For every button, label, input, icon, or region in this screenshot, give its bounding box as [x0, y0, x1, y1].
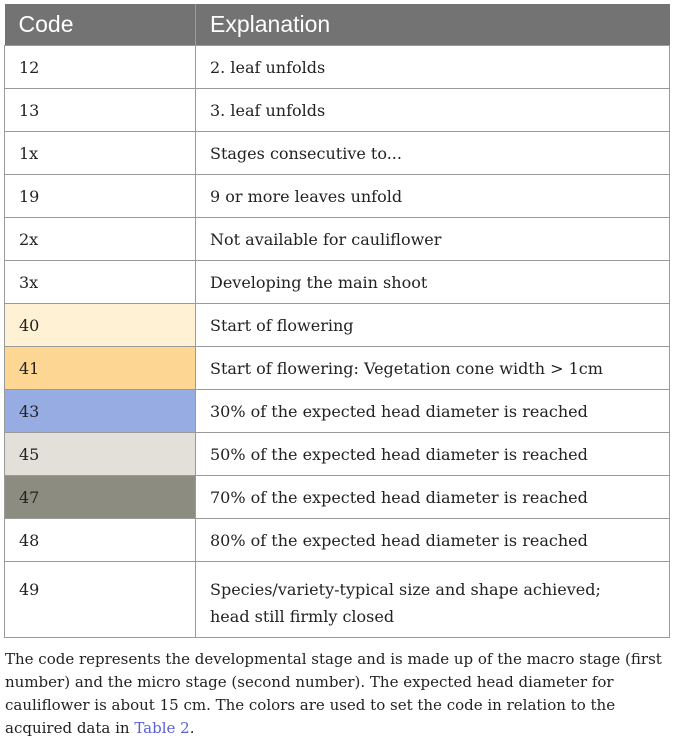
explanation-cell: Stages consecutive to... — [196, 132, 670, 175]
header-explanation: Explanation — [196, 4, 670, 46]
explanation-cell: 80% of the expected head diameter is reached — [196, 519, 670, 562]
table-row — [5, 476, 670, 519]
explanation-cell: Developing the main shoot — [196, 261, 670, 304]
code-text: 49 — [19, 580, 40, 599]
code-cell: 48 — [5, 519, 196, 562]
code-cell: 43 — [5, 390, 196, 433]
table-2-link[interactable]: Table 2 — [134, 719, 190, 737]
table-row — [5, 46, 670, 89]
footnote-text: The code represents the developmental stage and is made up of the macro stage (first number) and the micro stage (second number). The expected head diameter for cauliflower is about 15 cm. The colors are used to set the code in relation to the acquired data in — [5, 650, 662, 737]
table-row — [5, 261, 670, 304]
explanation-cell: 9 or more leaves unfold — [196, 175, 670, 218]
explanation-cell: Start of flowering: Vegetation cone width > 1cm — [196, 347, 670, 390]
code-cell: 3x — [5, 261, 196, 304]
code-cell: 1x — [5, 132, 196, 175]
table-row — [5, 347, 670, 390]
table-row — [5, 175, 670, 218]
code-cell: 12 — [5, 46, 196, 89]
code-cell: 41 — [5, 347, 196, 390]
explanation-line-2: head still firmly closed — [210, 607, 395, 626]
code-cell: 2x — [5, 218, 196, 261]
code-cell: 13 — [5, 89, 196, 132]
table-row — [5, 89, 670, 132]
table-row — [5, 132, 670, 175]
table-row — [5, 218, 670, 261]
explanation-line-1: Species/variety-typical size and shape achieved; — [210, 580, 601, 599]
explanation-text — [210, 562, 669, 630]
table-row — [5, 304, 670, 347]
table-row — [5, 433, 670, 476]
explanation-cell: 3. leaf unfolds — [196, 89, 670, 132]
header-code: Code — [5, 4, 196, 46]
explanation-cell: 2. leaf unfolds — [196, 46, 670, 89]
explanation-cell: 30% of the expected head diameter is reached — [196, 390, 670, 433]
code-cell — [5, 562, 196, 638]
explanation-cell: 50% of the expected head diameter is reached — [196, 433, 670, 476]
table-row — [5, 519, 670, 562]
explanation-cell: Start of flowering — [196, 304, 670, 347]
explanation-cell: Not available for cauliflower — [196, 218, 670, 261]
table-row — [5, 390, 670, 433]
stage-table — [4, 4, 670, 638]
code-cell: 40 — [5, 304, 196, 347]
explanation-cell — [196, 562, 670, 638]
code-cell: 19 — [5, 175, 196, 218]
code-cell: 45 — [5, 433, 196, 476]
table-footnote — [5, 648, 669, 740]
explanation-cell: 70% of the expected head diameter is reached — [196, 476, 670, 519]
table-header-row — [5, 4, 670, 46]
footnote-end: . — [189, 719, 195, 737]
code-cell: 47 — [5, 476, 196, 519]
table-row — [5, 562, 670, 638]
